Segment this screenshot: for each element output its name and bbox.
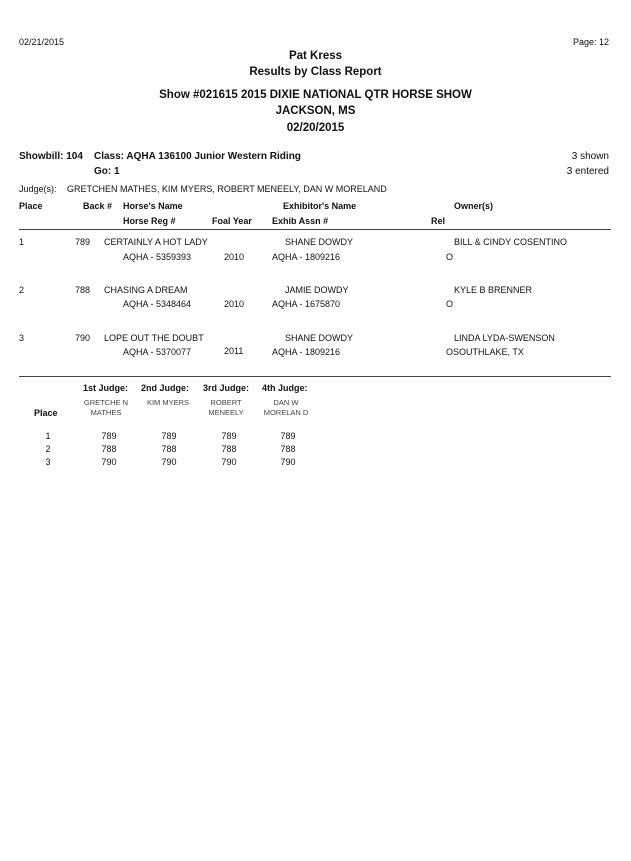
- result-reg: AQHA - 5348464: [123, 299, 192, 309]
- judge-3-label: 3rd Judge:: [203, 383, 250, 393]
- judge-mark: 790: [101, 457, 117, 467]
- judge-row-place: 1: [45, 431, 51, 441]
- col-place: Place: [19, 201, 43, 211]
- shown-count: 3 shown: [571, 151, 609, 162]
- judge-2-label: 2nd Judge:: [141, 383, 190, 393]
- report-title: Results by Class Report: [249, 66, 382, 78]
- judges-label: Judge(s):: [19, 184, 57, 194]
- col-horse-reg: Horse Reg #: [123, 216, 176, 226]
- show-date: 02/20/2015: [286, 122, 345, 134]
- judge-mark: 789: [101, 431, 117, 441]
- judge-row-place: 2: [45, 444, 51, 454]
- header-divider: [19, 229, 611, 230]
- judge-row-place: 3: [45, 457, 51, 467]
- judge-2-name: KIM MYERS: [146, 398, 190, 407]
- judge-mark: 790: [280, 457, 296, 467]
- page-number: Page: 12: [572, 37, 609, 47]
- class-name: Class: AQHA 136100 Junior Western Riding: [94, 151, 301, 162]
- result-foal: 2011: [224, 346, 244, 356]
- judge-mark: 788: [161, 444, 177, 454]
- col-rel: Rel: [431, 216, 446, 226]
- col-back: Back #: [83, 201, 113, 211]
- result-owner-location: SOUTHLAKE, TX: [453, 347, 524, 357]
- result-assn: AQHA - 1675870: [272, 299, 341, 309]
- result-assn: AQHA - 1809216: [272, 252, 341, 262]
- judge-mark: 788: [280, 444, 296, 454]
- judge-mark: 789: [221, 431, 237, 441]
- judge-mark: 790: [221, 457, 237, 467]
- result-horse: CHASING A DREAM: [104, 285, 188, 295]
- judge-1-name: GRETCHE N MATHES: [83, 398, 129, 417]
- judge-1-label: 1st Judge:: [83, 383, 129, 393]
- col-exhibitor: Exhibitor's Name: [283, 201, 357, 211]
- judge-4-name: DAN W MORELAN D: [263, 398, 309, 417]
- judge-4-label: 4th Judge:: [262, 383, 308, 393]
- result-place: 3: [19, 333, 25, 343]
- col-foal-year: Foal Year: [212, 216, 252, 226]
- result-back: 788: [75, 285, 91, 295]
- result-rel: O: [446, 347, 454, 357]
- result-exhibitor: JAMIE DOWDY: [285, 285, 349, 295]
- col-horse-name: Horse's Name: [123, 201, 183, 211]
- showbill: Showbill: 104: [19, 151, 83, 162]
- judge-3-name: ROBERT MENEELY: [208, 398, 244, 417]
- result-foal: 2010: [224, 252, 245, 262]
- result-horse: LOPE OUT THE DOUBT: [104, 333, 204, 343]
- judge-mark: 788: [221, 444, 237, 454]
- judges-list: GRETCHEN MATHES, KIM MYERS, ROBERT MENEELY, DAN W MORELAND: [67, 184, 387, 194]
- results-divider: [19, 376, 611, 377]
- result-reg: AQHA - 5370077: [123, 347, 192, 357]
- result-exhibitor: SHANE DOWDY: [285, 333, 354, 343]
- judge-mark: 789: [161, 431, 177, 441]
- judge-mark: 788: [101, 444, 117, 454]
- result-back: 790: [75, 333, 91, 343]
- result-foal: 2010: [224, 299, 245, 309]
- result-horse: CERTAINLY A HOT LADY: [104, 237, 208, 247]
- col-owners: Owner(s): [454, 201, 494, 211]
- result-place: 1: [19, 237, 25, 247]
- result-place: 2: [19, 285, 25, 295]
- judge-mark: 790: [161, 457, 177, 467]
- col-exhib-assn: Exhib Assn #: [272, 216, 329, 226]
- result-owner: BILL & CINDY COSENTINO: [454, 237, 568, 247]
- judge-mark: 789: [280, 431, 296, 441]
- show-title: Show #021615 2015 DIXIE NATIONAL QTR HORSE SHOW: [159, 89, 472, 101]
- result-owner: KYLE B BRENNER: [454, 285, 533, 295]
- go-number: Go: 1: [94, 166, 120, 177]
- result-reg: AQHA - 5359393: [123, 252, 192, 262]
- result-exhibitor: SHANE DOWDY: [285, 237, 354, 247]
- report-author: Pat Kress: [288, 50, 343, 62]
- result-assn: AQHA - 1809216: [272, 347, 341, 357]
- entered-count: 3 entered: [566, 166, 609, 177]
- show-location: JACKSON, MS: [275, 105, 356, 117]
- result-back: 789: [75, 237, 91, 247]
- result-rel: O: [446, 299, 454, 309]
- result-rel: O: [446, 252, 454, 262]
- judge-table-place-label: Place: [34, 408, 58, 418]
- result-owner: LINDA LYDA-SWENSON: [454, 333, 555, 343]
- print-date: 02/21/2015: [19, 37, 65, 47]
